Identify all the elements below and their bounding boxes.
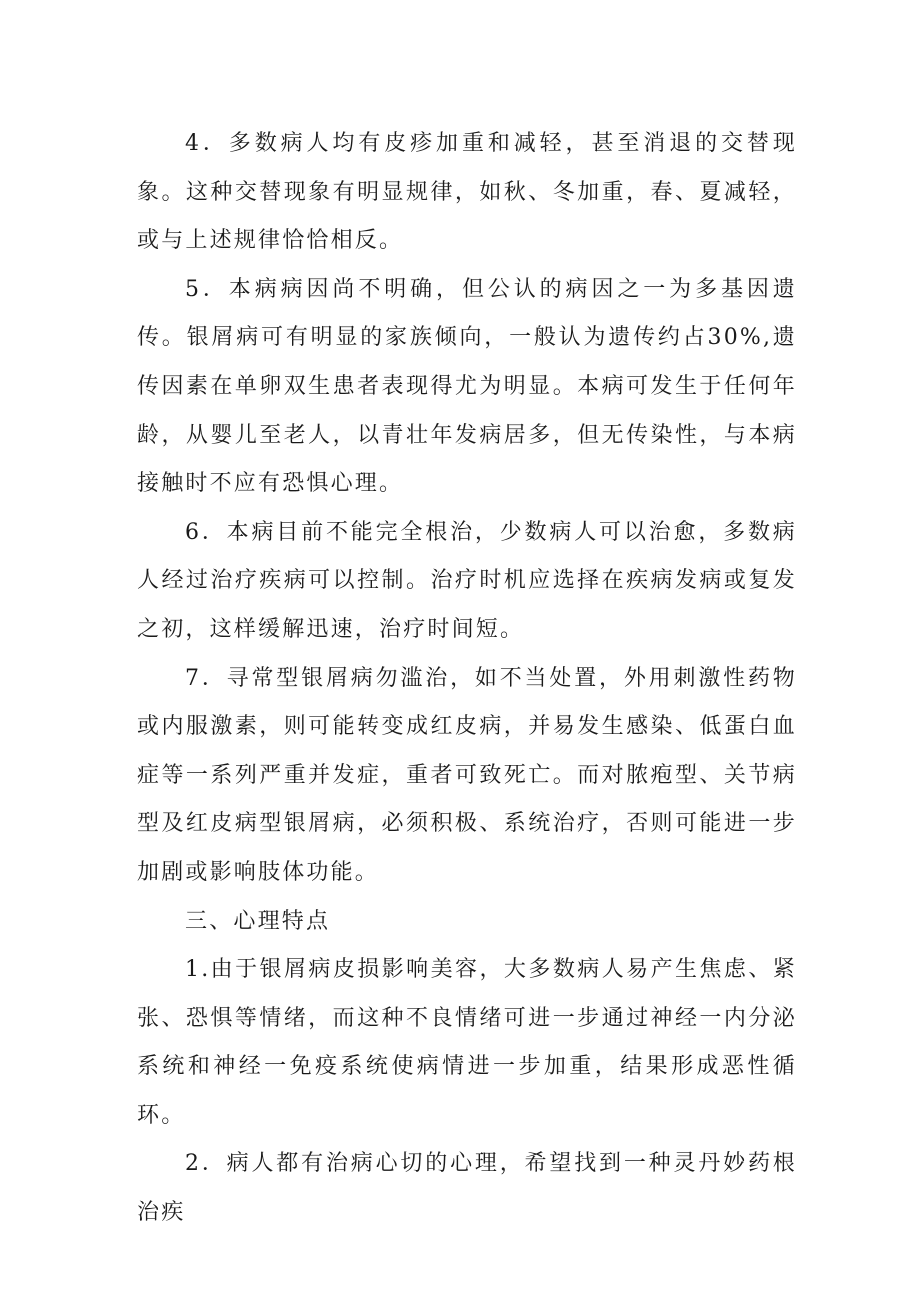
document-body (137, 120, 797, 1238)
paragraph-item-4: 4．多数病人均有皮疹加重和减轻，甚至消退的交替现象。这种交替现象有明显规律，如秋、冬加重，春、夏减轻，或与上述规律恰恰相反。 (137, 131, 797, 254)
paragraph-item-6: 6．本病目前不能完全根治，少数病人可以治愈，多数病人经过治疗疾病可以控制。治疗时机应选择在疾病发病或复发之初，这样缓解迅速，治疗时间短。 (137, 519, 797, 642)
section-heading-psychological-traits: 三、心理特点 (185, 908, 331, 934)
paragraph-item-7: 7．寻常型银屑病勿滥治，如不当处置，外用刺激性药物或内服激素，则可能转变成红皮病，并易发生感染、低蛋白血症等一系列严重并发症，重者可致死亡。而对脓疱型、关节病型及红皮病型银屑病，必须积极、系统治疗，否则可能进一步加剧或影响肢体功能。 (137, 665, 797, 885)
paragraph-psych-2: 2．病人都有治病心切的心理，希望找到一种灵丹妙药根治疾 (137, 1151, 797, 1226)
paragraph-psych-1: 1.由于银屑病皮损影响美容，大多数病人易产生焦虑、紧张、恐惧等情绪，而这种不良情绪可进一步通过神经一内分泌系统和神经一免疫系统使病情进一步加重，结果形成恶性循环。 (137, 957, 797, 1128)
paragraph-item-5: 5．本病病因尚不明确，但公认的病因之一为多基因遗传。银屑病可有明显的家族倾向，一般认为遗传约占30%,遗传因素在单卵双生患者表现得尤为明显。本病可发生于任何年龄，从婴儿至老人，以青壮年发病居多，但无传染性，与本病接触时不应有恐惧心理。 (137, 276, 797, 497)
